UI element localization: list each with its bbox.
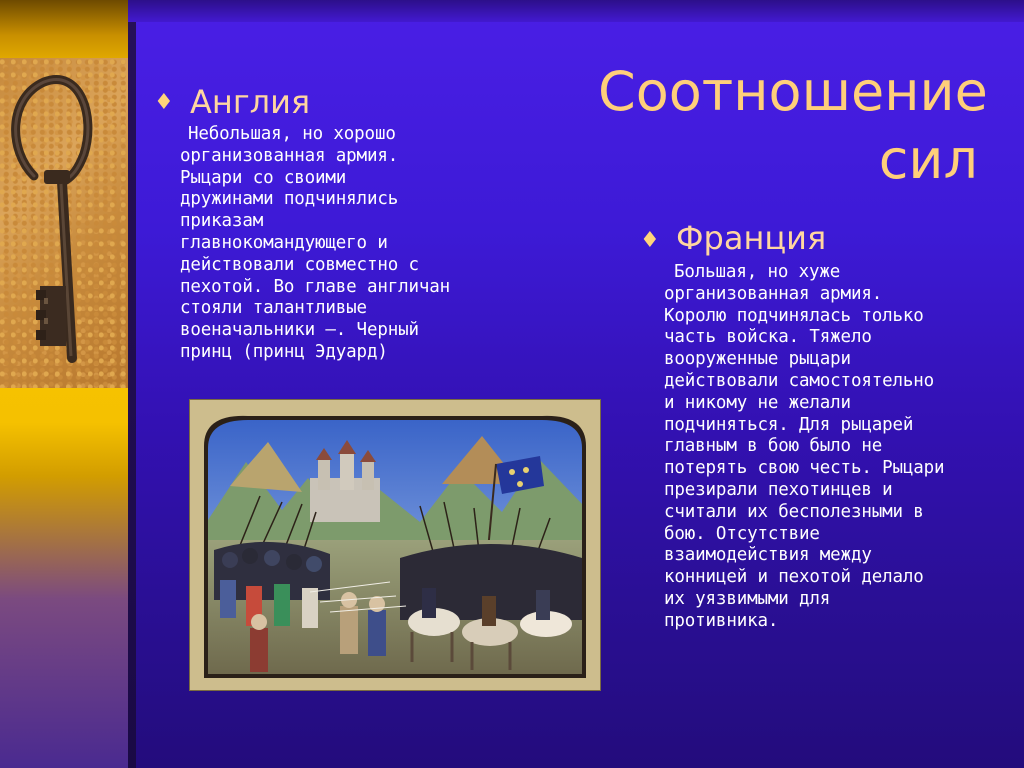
separator: [128, 0, 136, 768]
medieval-battle-miniature-image: [190, 400, 600, 690]
england-text: Небольшая, но хорошо организованная армия. Рыцари со своими дружинами подчинялись приказам главнокомандующего и действовали совместно с пехотой. Во главе англичан стояли талантливые военачальники –. Черный принц (принц Эдуард): [180, 124, 451, 362]
france-text: Большая, но хуже организованная армия. Королю подчинялась только часть войска. Тяжело вооруженные рыцари действовали самостоятельно и никому не желали подчиняться. Для рыцарей главным в бою было не потерять свою честь. Рыцари презирали пехотинцев и считали их бесполезными в бою. Отсутствие взаимодействия между конницей и пехотой делало их уязвимыми для противника.: [664, 262, 945, 631]
key-photo: [0, 58, 128, 388]
bullet-icon: ♦: [154, 90, 174, 115]
slide-title: Соотношение сил: [598, 60, 988, 191]
england-heading: Англия: [190, 83, 311, 121]
old-iron-key-icon: [0, 58, 128, 388]
france-heading: Франция: [676, 219, 827, 257]
gold-band-top: [0, 0, 128, 58]
battle-painting: [190, 400, 600, 690]
top-strip: [128, 0, 1024, 22]
bullet-icon: ♦: [640, 228, 660, 253]
